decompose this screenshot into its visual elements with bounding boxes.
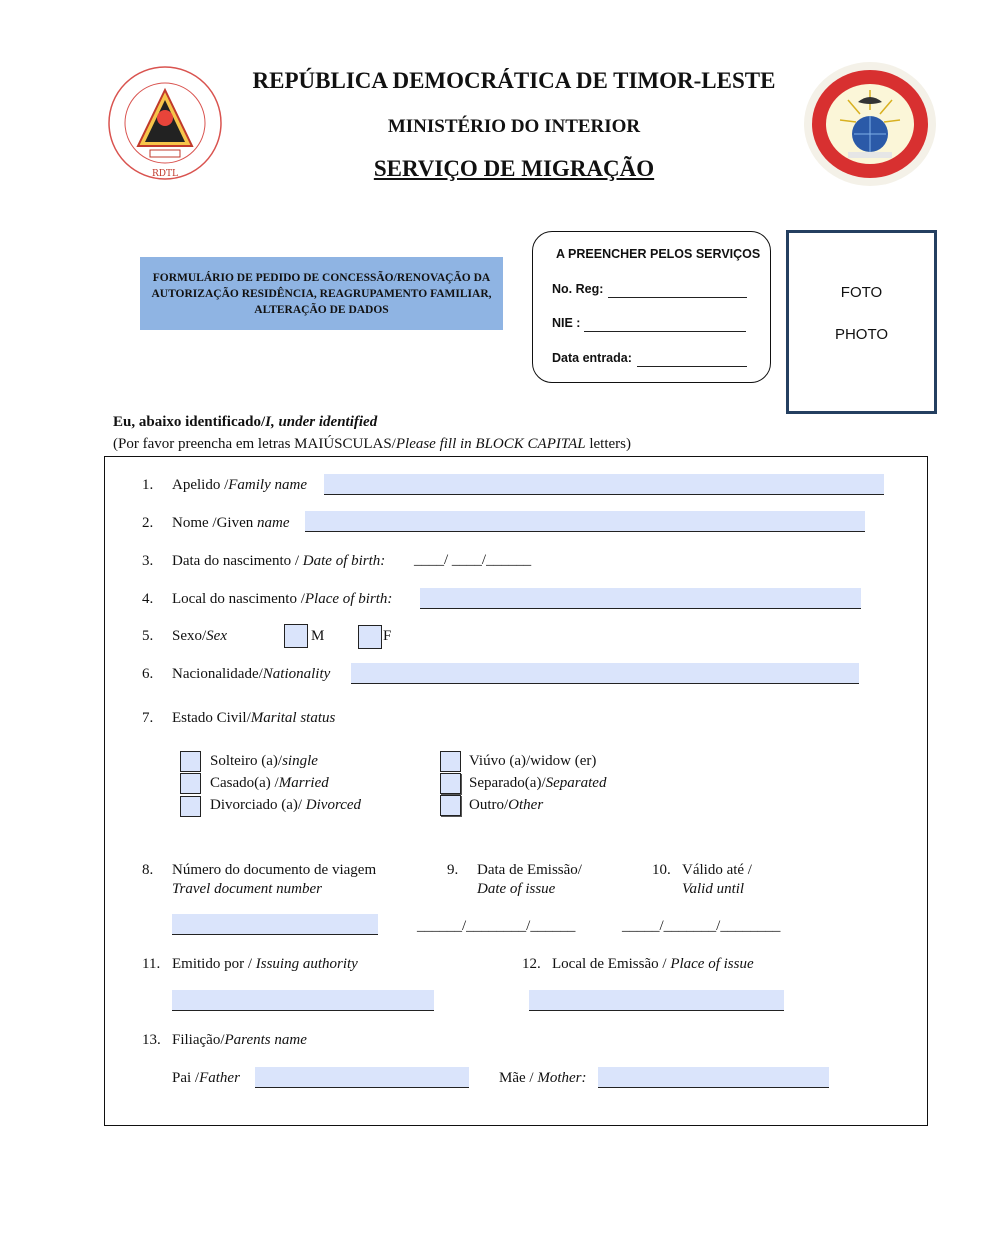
rdtl-seal-logo (106, 64, 224, 182)
nationality-label: Nacionalidade/Nationality (172, 666, 331, 682)
field-number: 8. (142, 862, 154, 878)
intro-instructions: (Por favor preencha em letras MAIÚSCULAS/Please fill in BLOCK CAPITAL letters) (113, 436, 631, 452)
place-of-birth-label: Local do nascimento /Place of birth: (172, 591, 393, 607)
place-of-birth-input[interactable] (420, 588, 861, 609)
sex-label: Sexo/Sex (172, 628, 227, 644)
travel-document-input[interactable] (172, 914, 378, 935)
date-of-issue-label: Data de Emissão/ (477, 862, 582, 878)
issuing-authority-label: Emitido por / Issuing authority (172, 956, 358, 972)
marital-single-label: Solteiro (a)/single (210, 753, 318, 769)
valid-until-input[interactable]: _____/_______/________ (622, 918, 781, 934)
place-of-issue-input[interactable] (529, 990, 784, 1011)
field-number: 10. (652, 862, 671, 878)
header-country: REPÚBLICA DEMOCRÁTICA DE TIMOR-LESTE (252, 68, 776, 93)
parents-name-label: Filiação/Parents name (172, 1032, 307, 1048)
field-number: 4. (142, 591, 154, 607)
reg-number-label: No. Reg: (552, 282, 604, 296)
marital-separated-label: Separado(a)/Separated (469, 775, 607, 791)
marital-married-label: Casado(a) /Married (210, 775, 329, 791)
mother-label: Mãe / Mother: (499, 1070, 587, 1086)
mother-name-input[interactable] (598, 1067, 829, 1088)
marital-widowed-checkbox[interactable] (440, 751, 461, 772)
given-name-label: Nome /Given name (172, 515, 290, 531)
field-number: 3. (142, 553, 154, 569)
marital-separated-checkbox[interactable] (440, 773, 461, 794)
marital-status-label: Estado Civil/Marital status (172, 710, 336, 726)
marital-single-checkbox[interactable] (180, 751, 201, 772)
field-number: 11. (142, 956, 161, 972)
migration-service-seal-logo (800, 60, 940, 188)
sex-male-checkbox[interactable] (284, 624, 308, 648)
services-title: A PREENCHER PELOS SERVIÇOS (556, 247, 761, 261)
field-number: 7. (142, 710, 154, 726)
travel-document-label: Número do documento de viagem (172, 862, 377, 878)
given-name-input[interactable] (305, 511, 865, 532)
valid-until-label-en: Valid until (682, 881, 745, 897)
entry-date-label: Data entrada: (552, 351, 632, 365)
form-title: FORMULÁRIO DE PEDIDO DE CONCESSÃO/RENOVAÇÃO DA AUTORIZAÇÃO RESIDÊNCIA, REAGRUPAMENTO FAMILIAR, ALTERAÇÃO DE DADOS (151, 271, 492, 316)
field-number: 9. (447, 862, 459, 878)
travel-document-label-en: Travel document number (172, 881, 322, 897)
date-of-issue-input[interactable]: ______/________/______ (417, 918, 576, 934)
nie-label: NIE : (552, 316, 581, 330)
field-number: 1. (142, 477, 154, 493)
marital-divorced-label: Divorciado (a)/ Divorced (210, 797, 362, 813)
field-number: 6. (142, 666, 154, 682)
header-service: SERVIÇO DE MIGRAÇÃO (373, 156, 655, 181)
svg-text:RDTL: RDTL (152, 169, 178, 179)
field-number: 12. (522, 956, 541, 972)
date-of-issue-label-en: Date of issue (477, 881, 556, 897)
valid-until-label: Válido até / (682, 862, 752, 878)
father-label: Pai /Father (172, 1070, 240, 1086)
nationality-input[interactable] (351, 663, 859, 684)
family-name-label: Apelido /Family name (172, 477, 307, 493)
intro-identification: Eu, abaixo identificado/I, under identified (113, 414, 378, 430)
marital-married-checkbox[interactable] (180, 773, 201, 794)
marital-widowed-label: Viúvo (a)/widow (er) (469, 753, 597, 769)
marital-divorced-checkbox[interactable] (180, 796, 201, 817)
field-number: 2. (142, 515, 154, 531)
form-title-box (140, 257, 503, 330)
place-of-issue-label: Local de Emissão / Place of issue (552, 956, 754, 972)
issuing-authority-input[interactable] (172, 990, 434, 1011)
field-number: 5. (142, 628, 154, 644)
marital-other-label: Outro/Other (469, 797, 544, 813)
field-number: 13. (142, 1032, 161, 1048)
entry-date-field[interactable] (637, 365, 747, 367)
family-name-input[interactable] (324, 474, 884, 495)
nie-field[interactable] (584, 330, 746, 332)
date-of-birth-label: Data do nascimento / Date of birth: (172, 553, 386, 569)
photo-label-en: PHOTO (834, 326, 889, 343)
sex-female-label: F (383, 628, 392, 644)
father-name-input[interactable] (255, 1067, 469, 1088)
header-ministry: MINISTÉRIO DO INTERIOR (387, 116, 641, 137)
sex-male-label: M (311, 628, 325, 644)
sex-female-checkbox[interactable] (358, 625, 382, 649)
photo-label-pt: FOTO (840, 284, 883, 301)
reg-number-field[interactable] (608, 296, 747, 298)
date-of-birth-input[interactable]: ____/ ____/______ (414, 552, 532, 568)
marital-other-checkbox[interactable] (440, 795, 461, 816)
photo-box[interactable] (786, 230, 937, 414)
